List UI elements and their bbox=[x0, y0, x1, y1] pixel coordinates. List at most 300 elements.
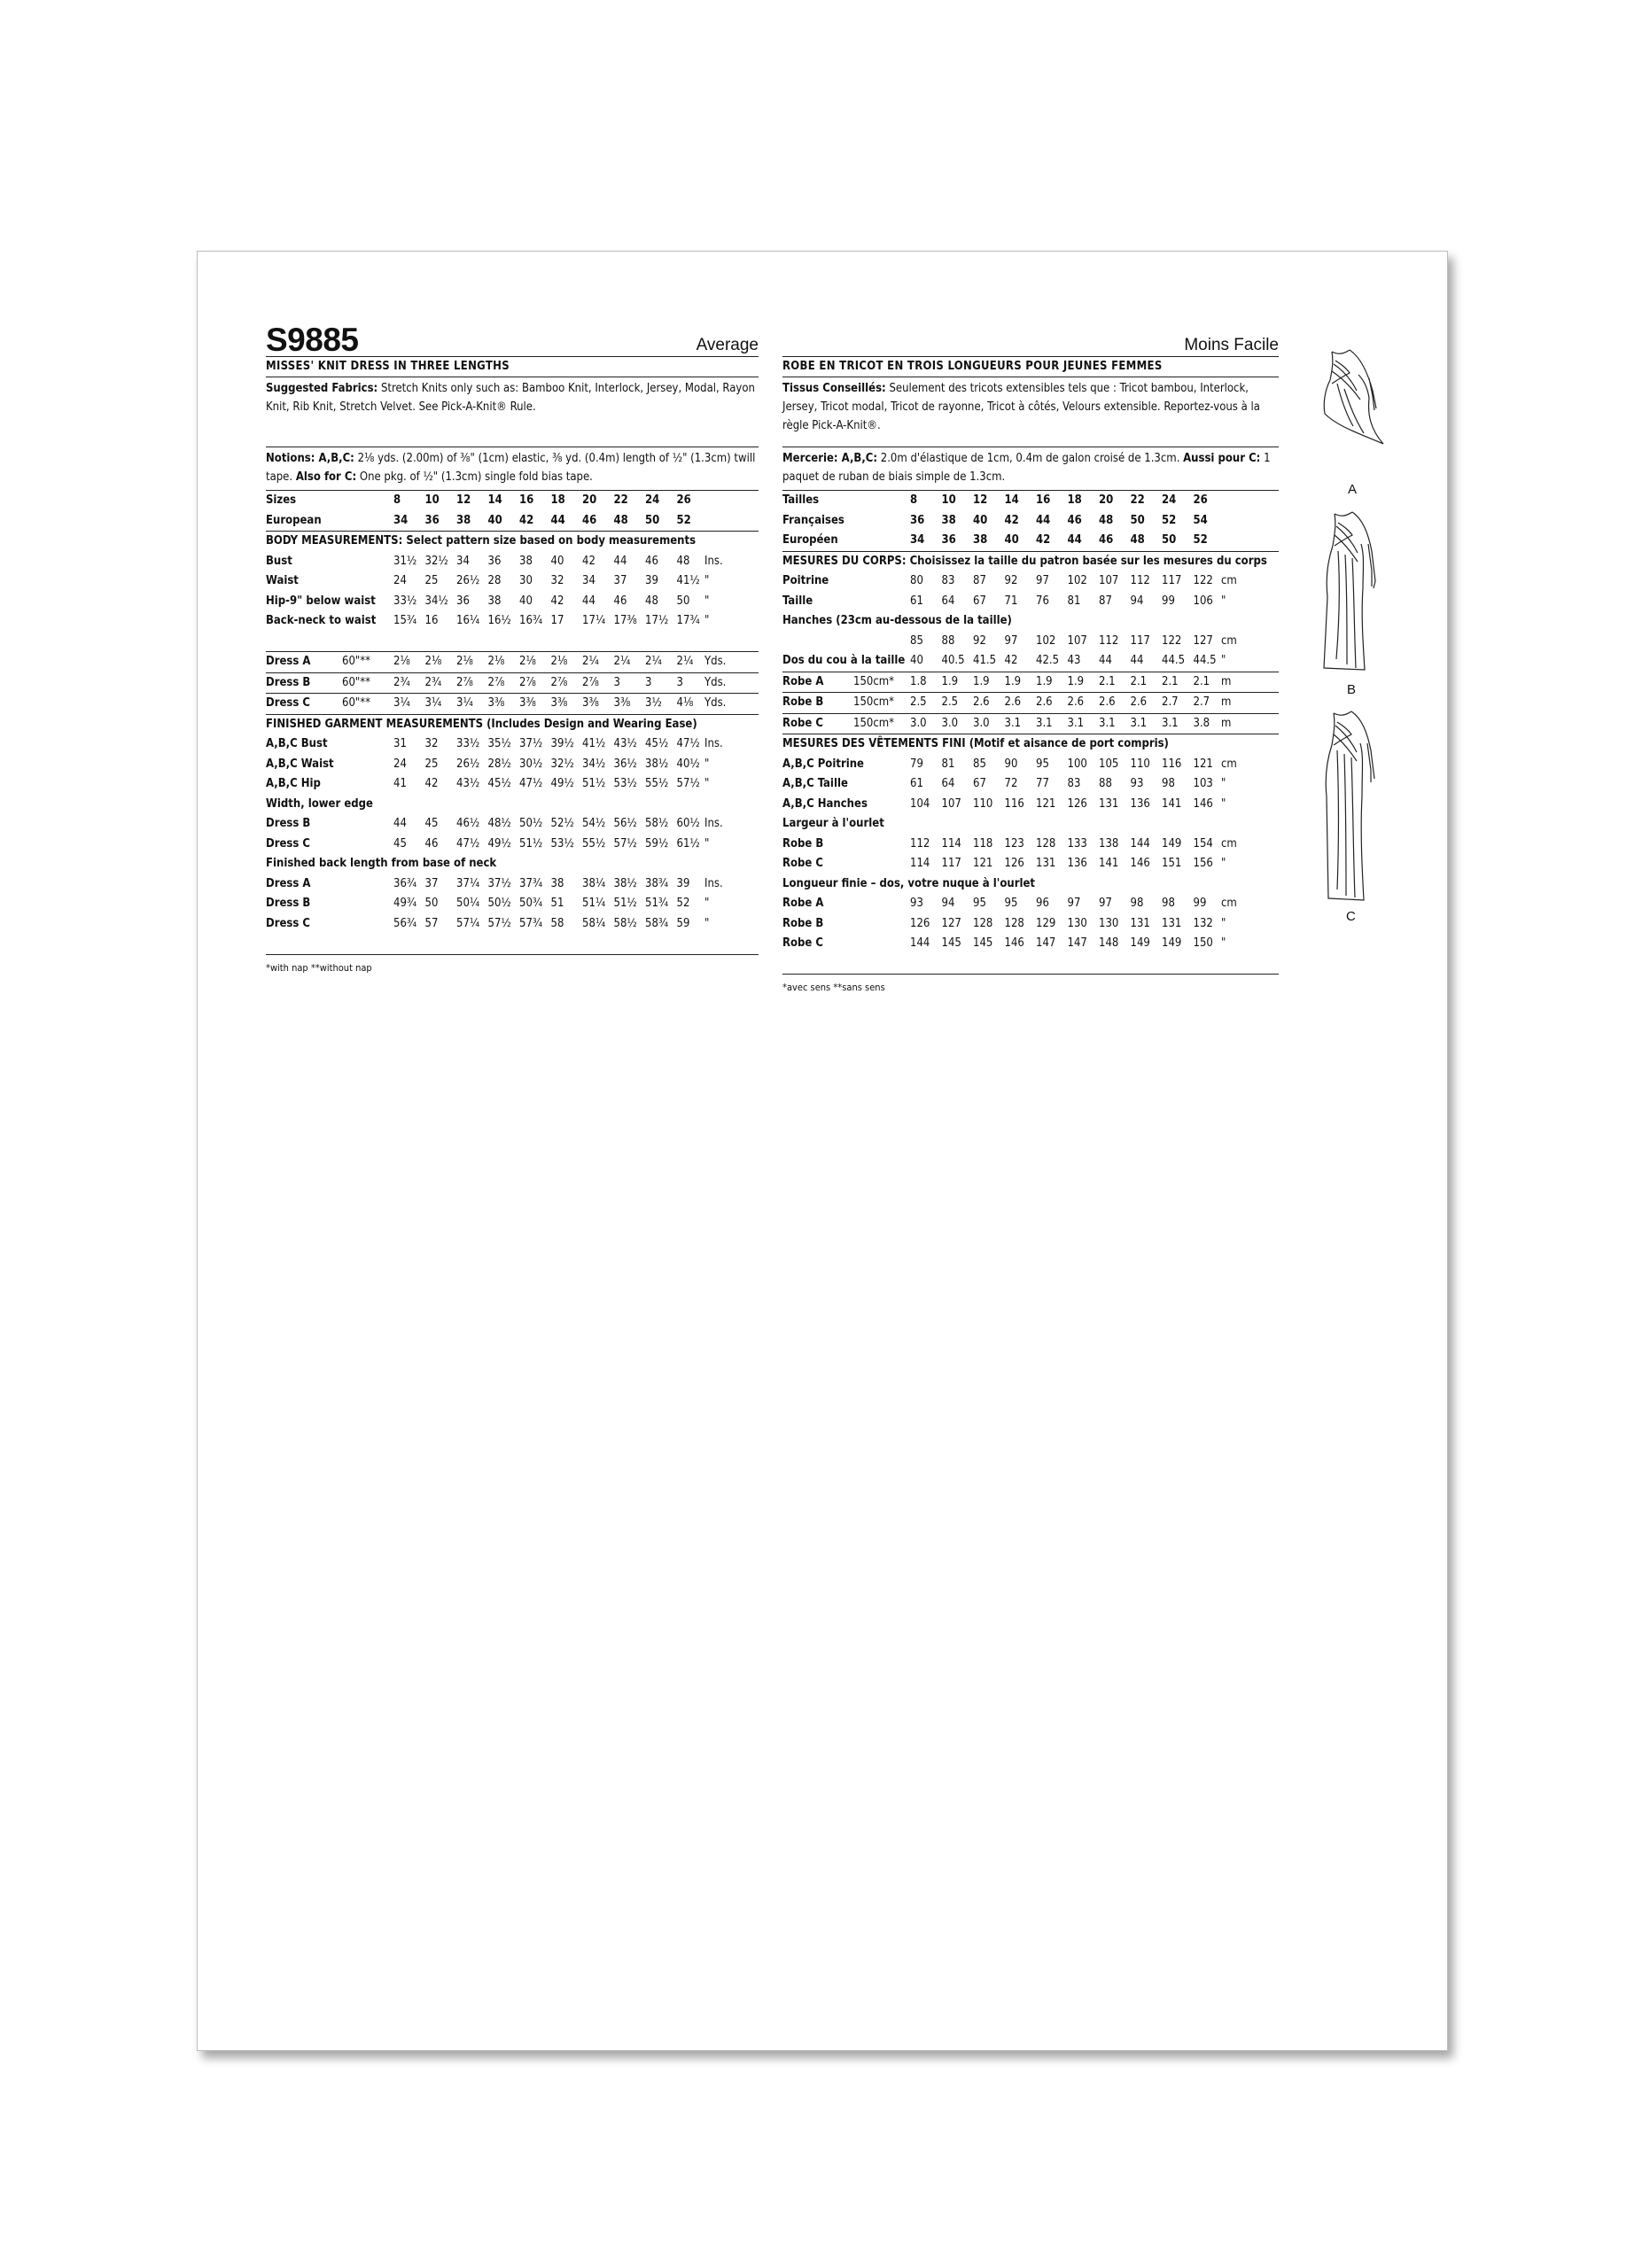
cell: 34 bbox=[393, 513, 409, 527]
cell: 67 bbox=[973, 777, 986, 790]
cell: 2⅞ bbox=[582, 675, 599, 689]
section-title: MESURES DES VÊTEMENTS FINI (Motif et aisance de port compris) bbox=[782, 737, 1169, 750]
fabrics-text: Stretch Knits only such as: Bamboo Knit, Interlock, Jersey, Modal, Rayon Knit, Rib Knit, Stretch Velvet. See Pick-A-Knit® Rule. bbox=[266, 382, 755, 414]
cell: 131 bbox=[1099, 796, 1119, 811]
unit: " bbox=[704, 777, 710, 790]
cell: 2¼ bbox=[582, 655, 599, 668]
row-label: Poitrine bbox=[782, 574, 829, 587]
cell: 50½ bbox=[487, 897, 511, 910]
sizes-row bbox=[266, 491, 759, 511]
cell: 87 bbox=[973, 574, 986, 587]
cell: 39½ bbox=[550, 737, 574, 750]
table-row bbox=[266, 874, 759, 895]
cell: 50½ bbox=[519, 817, 543, 830]
cell: 39 bbox=[676, 876, 690, 890]
cell: 112 bbox=[910, 836, 930, 850]
cell: 44 bbox=[1067, 533, 1082, 547]
cell: 141 bbox=[1162, 796, 1182, 811]
cell: 10 bbox=[941, 493, 956, 507]
cell: 46 bbox=[1099, 533, 1114, 547]
cell: 44 bbox=[582, 594, 595, 608]
cell: 47½ bbox=[676, 737, 700, 750]
cell: 42 bbox=[1036, 533, 1051, 547]
cell: 42 bbox=[550, 594, 564, 608]
cell: 59½ bbox=[645, 836, 669, 850]
english-footnote: *with nap **without nap bbox=[266, 961, 372, 974]
cell: 46 bbox=[424, 836, 439, 850]
cell: 122 bbox=[1193, 574, 1213, 587]
yardage-row bbox=[782, 672, 1279, 693]
cell: 38 bbox=[550, 876, 564, 890]
cell: 110 bbox=[973, 796, 993, 811]
cell: 133 bbox=[1067, 836, 1087, 850]
french-fabrics bbox=[782, 377, 1279, 447]
table-row bbox=[782, 774, 1279, 795]
cell: 17½ bbox=[645, 614, 669, 627]
table-row bbox=[782, 934, 1279, 954]
cell: 61 bbox=[910, 594, 923, 608]
table-row bbox=[782, 611, 1279, 632]
cell: 54 bbox=[1193, 513, 1208, 527]
table-row bbox=[782, 835, 1279, 855]
cell: 58 bbox=[550, 916, 564, 930]
cell: 52 bbox=[1193, 533, 1208, 547]
cell: 3⅜ bbox=[582, 696, 599, 710]
section-title: FINISHED GARMENT MEASUREMENTS (Includes Design and Wearing Ease) bbox=[266, 717, 697, 731]
cell: 55½ bbox=[582, 836, 606, 850]
cell: 53½ bbox=[550, 836, 574, 850]
yardage-row bbox=[782, 714, 1279, 734]
pattern-sheet bbox=[197, 251, 1448, 2051]
cell: 50 bbox=[1162, 533, 1177, 547]
pattern-code: S9885 bbox=[266, 322, 359, 358]
row-label: European bbox=[266, 513, 322, 527]
cell: 26 bbox=[1193, 493, 1208, 507]
cell: 95 bbox=[973, 897, 986, 910]
cell: 48 bbox=[645, 594, 658, 608]
cell: 34½ bbox=[424, 594, 448, 608]
cell: 98 bbox=[1162, 777, 1175, 790]
unit: " bbox=[1221, 796, 1226, 811]
cell: 2.6 bbox=[1099, 695, 1116, 709]
cell: 94 bbox=[1130, 594, 1144, 608]
cell: 31 bbox=[393, 737, 407, 750]
cell: 107 bbox=[1099, 574, 1119, 587]
cell: 149 bbox=[1162, 836, 1182, 850]
cell: 22 bbox=[613, 493, 628, 507]
view-c-label: C bbox=[1346, 909, 1356, 924]
section-title: Longueur finie – dos, votre nuque à l'ourlet bbox=[782, 876, 1036, 890]
cell: 102 bbox=[1067, 574, 1087, 587]
cell: 17¾ bbox=[676, 614, 700, 627]
cell: 48 bbox=[1130, 533, 1145, 547]
cell: 2.7 bbox=[1162, 695, 1179, 709]
cell: 71 bbox=[1004, 594, 1018, 608]
row-label: Dress B bbox=[266, 675, 311, 689]
cell: 52 bbox=[1162, 513, 1177, 527]
cell: 138 bbox=[1099, 836, 1119, 850]
cell: 54½ bbox=[582, 817, 606, 830]
unit: Yds. bbox=[704, 675, 727, 689]
cell: 35½ bbox=[487, 737, 511, 750]
cell: 40 bbox=[1004, 533, 1019, 547]
cell: 85 bbox=[973, 757, 986, 771]
table-row bbox=[782, 755, 1279, 775]
cell: 3⅜ bbox=[519, 696, 536, 710]
unit: " bbox=[1221, 594, 1226, 608]
french-notions-label: Mercerie: A,B,C: bbox=[782, 452, 878, 465]
cell: 40.5 bbox=[941, 654, 965, 667]
table-row bbox=[266, 552, 759, 572]
notions bbox=[266, 447, 759, 490]
cell: 43½ bbox=[613, 737, 637, 750]
cell: 44.5 bbox=[1193, 654, 1217, 667]
yardage-row bbox=[266, 694, 759, 714]
cell: 1.9 bbox=[941, 674, 959, 688]
row-label: Robe C bbox=[782, 936, 824, 950]
unit: " bbox=[704, 574, 710, 587]
cell: 46 bbox=[645, 554, 658, 568]
cell: 38 bbox=[456, 513, 471, 527]
cell: 144 bbox=[1130, 836, 1150, 850]
cell: 18 bbox=[1067, 493, 1082, 507]
cell: 39 bbox=[645, 574, 658, 587]
cell: 1.9 bbox=[973, 674, 990, 688]
cell: 3.1 bbox=[1004, 716, 1022, 730]
cell: 20 bbox=[582, 493, 597, 507]
cell: 8 bbox=[393, 493, 401, 507]
row-label: Dress C bbox=[266, 836, 310, 850]
cell: 58¼ bbox=[582, 916, 606, 930]
cell: 136 bbox=[1130, 796, 1150, 811]
cell: 40 bbox=[550, 554, 564, 568]
french-notions bbox=[782, 447, 1279, 490]
cell: 2⅛ bbox=[393, 655, 410, 668]
cell: 64 bbox=[941, 594, 955, 608]
cell: 148 bbox=[1099, 936, 1119, 950]
cell: 45 bbox=[424, 817, 439, 830]
french-footnote: *avec sens **sans sens bbox=[782, 982, 885, 993]
row-label: A,B,C Hanches bbox=[782, 796, 868, 811]
english-column bbox=[266, 324, 759, 974]
english-header bbox=[266, 324, 759, 357]
table-row bbox=[782, 814, 1279, 835]
cell: 2.6 bbox=[1130, 695, 1148, 709]
cell: 4⅛ bbox=[676, 696, 694, 710]
view-b-label: B bbox=[1347, 682, 1357, 697]
unit: " bbox=[704, 897, 710, 910]
table-row bbox=[782, 914, 1279, 935]
cell: 16 bbox=[424, 614, 439, 627]
cell: 17 bbox=[550, 614, 564, 627]
cell: 56¾ bbox=[393, 916, 417, 930]
cell: 16¼ bbox=[456, 614, 480, 627]
row-label: Dress A bbox=[266, 655, 311, 668]
fabric-width: 150cm* bbox=[853, 695, 894, 709]
cell: 93 bbox=[910, 897, 923, 910]
unit: cm bbox=[1221, 836, 1237, 850]
cell: 2.1 bbox=[1099, 674, 1116, 688]
row-label: Dress B bbox=[266, 897, 311, 910]
unit: Ins. bbox=[704, 554, 723, 568]
cell: 2¼ bbox=[613, 655, 631, 668]
cell: 3.0 bbox=[941, 716, 959, 730]
cell: 3.1 bbox=[1099, 716, 1116, 730]
cell: 14 bbox=[487, 493, 502, 507]
cell: 44 bbox=[1130, 654, 1144, 667]
cell: 3⅜ bbox=[550, 696, 568, 710]
cell: 107 bbox=[1067, 633, 1087, 648]
cell: 2.6 bbox=[1036, 695, 1053, 709]
table-row bbox=[782, 894, 1279, 914]
cell: 15¾ bbox=[393, 614, 417, 627]
cell: 51½ bbox=[613, 897, 637, 910]
cell: 72 bbox=[1004, 777, 1018, 790]
row-label: Robe A bbox=[782, 674, 824, 688]
cell: 46 bbox=[1067, 513, 1082, 527]
cell: 130 bbox=[1099, 916, 1119, 930]
cell: 53½ bbox=[613, 777, 637, 790]
row-label: Robe B bbox=[782, 916, 824, 930]
cell: 51¼ bbox=[582, 897, 606, 910]
cell: 117 bbox=[1130, 633, 1150, 648]
cell: 45½ bbox=[645, 737, 669, 750]
cell: 144 bbox=[910, 936, 930, 950]
cell: 2⅞ bbox=[487, 675, 505, 689]
cell: 77 bbox=[1036, 777, 1049, 790]
table-row bbox=[266, 914, 759, 935]
cell: 3⅜ bbox=[613, 696, 631, 710]
table-row bbox=[266, 734, 759, 755]
cell: 42 bbox=[424, 777, 439, 790]
cell: 85 bbox=[910, 633, 923, 648]
cell: 131 bbox=[1036, 857, 1056, 870]
unit: m bbox=[1221, 695, 1232, 709]
cell: 81 bbox=[1067, 594, 1081, 608]
cell: 44 bbox=[393, 817, 407, 830]
cell: 25 bbox=[424, 574, 439, 587]
dress-b-illustration bbox=[1310, 509, 1398, 677]
table-row bbox=[782, 854, 1279, 874]
cell: 58½ bbox=[613, 916, 637, 930]
cell: 3¼ bbox=[424, 696, 442, 710]
cell: 3.1 bbox=[1162, 716, 1179, 730]
cell: 44 bbox=[613, 554, 627, 568]
cell: 43½ bbox=[456, 777, 480, 790]
table-row bbox=[266, 774, 759, 795]
cell: 40 bbox=[910, 654, 923, 667]
cell: 149 bbox=[1162, 936, 1182, 950]
cell: 112 bbox=[1099, 633, 1119, 648]
cell: 121 bbox=[1193, 757, 1213, 771]
cell: 3 bbox=[645, 675, 652, 689]
row-label: Hip-9" below waist bbox=[266, 594, 376, 608]
cell: 34 bbox=[910, 533, 925, 547]
cell: 59 bbox=[676, 916, 690, 930]
cell: 3½ bbox=[645, 696, 662, 710]
cell: 55½ bbox=[645, 777, 669, 790]
cell: 116 bbox=[1162, 757, 1182, 771]
unit: m bbox=[1221, 716, 1232, 730]
cell: 130 bbox=[1067, 916, 1087, 930]
unit: " bbox=[704, 594, 710, 608]
cell: 50¾ bbox=[519, 897, 543, 910]
cell: 87 bbox=[1099, 594, 1112, 608]
cell: 51¾ bbox=[645, 897, 669, 910]
cell: 40 bbox=[487, 513, 502, 527]
unit: Yds. bbox=[704, 655, 727, 668]
cell: 38¾ bbox=[645, 876, 669, 890]
cell: 58½ bbox=[645, 817, 669, 830]
cell: 90 bbox=[1004, 757, 1018, 771]
cell: 38½ bbox=[645, 757, 669, 771]
cell: 42 bbox=[1004, 654, 1018, 667]
cell: 50 bbox=[676, 594, 690, 608]
unit: cm bbox=[1221, 574, 1237, 587]
cell: 147 bbox=[1067, 936, 1087, 950]
cell: 10 bbox=[424, 493, 440, 507]
cell: 83 bbox=[941, 574, 955, 587]
cell: 92 bbox=[973, 633, 986, 648]
cell: 24 bbox=[1162, 493, 1177, 507]
cell: 60½ bbox=[676, 817, 700, 830]
cell: 57½ bbox=[676, 777, 700, 790]
row-label: Dos du cou à la taille bbox=[782, 654, 906, 667]
table-row bbox=[266, 592, 759, 612]
cell: 67 bbox=[973, 594, 986, 608]
european-row bbox=[266, 511, 759, 532]
cell: 51½ bbox=[519, 836, 543, 850]
cell: 46½ bbox=[456, 817, 480, 830]
cell: 156 bbox=[1193, 857, 1213, 870]
cell: 129 bbox=[1036, 916, 1056, 930]
table-row bbox=[266, 755, 759, 775]
notions-c-label: Also for C: bbox=[295, 470, 357, 484]
suggested-fabrics bbox=[266, 377, 759, 447]
fabric-width: 150cm* bbox=[853, 674, 894, 688]
row-label: Robe C bbox=[782, 716, 824, 730]
table-row bbox=[266, 854, 759, 874]
cell: 83 bbox=[1067, 777, 1081, 790]
cell: 38¼ bbox=[582, 876, 606, 890]
cell: 50 bbox=[424, 897, 439, 910]
cell: 16 bbox=[1036, 493, 1051, 507]
cell: 48 bbox=[676, 554, 690, 568]
cell: 3.1 bbox=[1067, 716, 1085, 730]
french-column bbox=[782, 324, 1279, 993]
cell: 117 bbox=[941, 857, 961, 870]
cell: 3¼ bbox=[456, 696, 473, 710]
cell: 154 bbox=[1193, 836, 1213, 850]
table-row bbox=[782, 571, 1279, 592]
french-size-table bbox=[782, 491, 1279, 974]
fabrics-label: Suggested Fabrics: bbox=[266, 382, 378, 395]
cell: 12 bbox=[973, 493, 988, 507]
cell: 34 bbox=[456, 554, 470, 568]
cell: 38 bbox=[973, 533, 988, 547]
row-label: Européen bbox=[782, 533, 838, 547]
french-pattern-title: ROBE EN TRICOT EN TROIS LONGUEURS POUR JEUNES FEMMES bbox=[782, 357, 1279, 377]
yardage-row bbox=[782, 693, 1279, 713]
cell: 2¼ bbox=[645, 655, 662, 668]
cell: 24 bbox=[645, 493, 660, 507]
cell: 127 bbox=[1193, 633, 1213, 648]
cell: 102 bbox=[1036, 633, 1056, 648]
cell: 118 bbox=[973, 836, 993, 850]
cell: 17⅜ bbox=[613, 614, 637, 627]
cell: 64 bbox=[941, 777, 955, 790]
cell: 36 bbox=[487, 554, 502, 568]
cell: 128 bbox=[1004, 916, 1024, 930]
cell: 38½ bbox=[613, 876, 637, 890]
unit: " bbox=[704, 757, 710, 771]
cell: 12 bbox=[456, 493, 471, 507]
dress-c-illustration bbox=[1312, 708, 1401, 907]
notions-text: 2⅛ yds. (2.00m) of ⅜" (1cm) elastic, ⅜ yd. (0.4m) length of ½" (1.3cm) twill tape. bbox=[266, 452, 756, 484]
cell: 146 bbox=[1004, 936, 1024, 950]
cell: 24 bbox=[393, 757, 407, 771]
cell: 52½ bbox=[550, 817, 574, 830]
table-row bbox=[266, 571, 759, 592]
cell: 80 bbox=[910, 574, 923, 587]
section-title: BODY MEASUREMENTS: Select pattern size based on body measurements bbox=[266, 534, 697, 548]
cell: 3 bbox=[676, 675, 683, 689]
cell: 105 bbox=[1099, 757, 1119, 771]
cell: 42 bbox=[582, 554, 595, 568]
cell: 8 bbox=[910, 493, 918, 507]
cell: 37¾ bbox=[519, 876, 543, 890]
cell: 2¾ bbox=[424, 675, 442, 689]
cell: 46 bbox=[613, 594, 627, 608]
table-row bbox=[782, 795, 1279, 815]
cell: 3.8 bbox=[1193, 716, 1210, 730]
cell: 57¾ bbox=[519, 916, 543, 930]
cell: 3 bbox=[613, 675, 620, 689]
cell: 2.6 bbox=[973, 695, 990, 709]
cell: 34½ bbox=[582, 757, 606, 771]
french-notions-text: 2.0m d'élastique de 1cm, 0.4m de galon croisé de 1.3cm. bbox=[880, 452, 1180, 465]
cell: 121 bbox=[1036, 796, 1056, 811]
francaises-row bbox=[782, 511, 1279, 532]
cell: 2⅛ bbox=[519, 655, 536, 668]
cell: 3⅜ bbox=[487, 696, 505, 710]
section-title: Finished back length from base of neck bbox=[266, 857, 497, 870]
row-label: A,B,C Hip bbox=[266, 777, 321, 790]
french-fabrics-label: Tissus Conseillés: bbox=[782, 382, 886, 395]
unit: " bbox=[704, 916, 710, 930]
cell: 88 bbox=[941, 633, 955, 648]
cell: 18 bbox=[550, 493, 565, 507]
cell: 44 bbox=[1036, 513, 1051, 527]
row-label: Dress C bbox=[266, 696, 310, 710]
cell: 116 bbox=[1004, 796, 1024, 811]
table-row bbox=[266, 934, 759, 954]
section-title: Width, lower edge bbox=[266, 796, 373, 811]
cell: 45 bbox=[393, 836, 407, 850]
french-header bbox=[782, 324, 1279, 357]
cell: 31½ bbox=[393, 554, 417, 568]
row-label: Bust bbox=[266, 554, 292, 568]
cell: 57½ bbox=[613, 836, 637, 850]
cell: 26 bbox=[676, 493, 691, 507]
table-row bbox=[782, 734, 1279, 755]
cell: 32 bbox=[550, 574, 564, 587]
row-label: Tailles bbox=[782, 493, 820, 507]
cell: 28 bbox=[487, 574, 502, 587]
europeen-row bbox=[782, 531, 1279, 551]
cell: 41.5 bbox=[973, 654, 997, 667]
cell: 26½ bbox=[456, 574, 480, 587]
